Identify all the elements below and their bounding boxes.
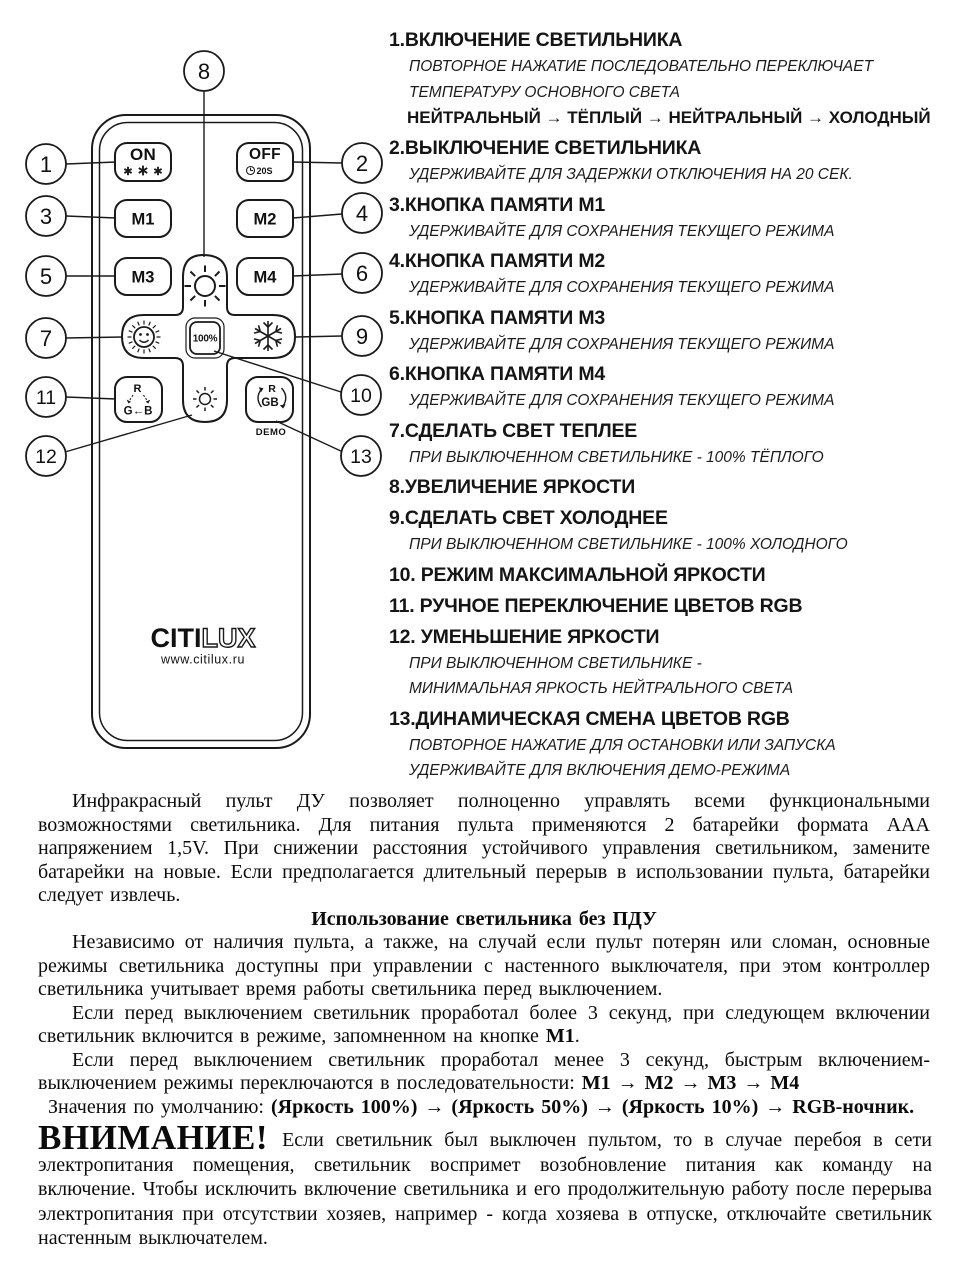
instruction-item-3 [389,191,959,245]
instruction-item-6 [389,360,959,414]
paragraph-more-3s: Если перед выключением светильник проработал более 3 секунд, при следующем включении светильник включится в режиме, запомненном на кнопке М1. [38,1001,930,1047]
instruction-note: ПОВТОРНОЕ НАЖАТИЕ ПОСЛЕДОВАТЕЛЬНО ПЕРЕКЛЮЧАЕТ ТЕМПЕРАТУРУ ОСНОВНОГО СВЕТА [409,58,874,101]
instruction-item-8 [389,473,959,501]
instruction-item-12 [389,623,959,702]
instruction-title: 9.СДЕЛАТЬ СВЕТ ХОЛОДНЕЕ [389,507,668,529]
callout-number: 10 [350,385,372,407]
off-label: OFF [249,146,281,163]
instruction-note: УДЕРЖИВАЙТЕ ДЛЯ СОХРАНЕНИЯ ТЕКУЩЕГО РЕЖИМА [409,222,835,240]
callout-number: 1 [39,152,53,177]
paragraph-intro: Инфракрасный пульт ДУ позволяет полноценно управлять всеми функциональными возможностями светильника. Для питания пульта применяются 2 батарейки формата ААА напряжением 1,5V. При снижении расстояния устойчивого управления светильником, замените батарейки на новые. Если предполагается длительный перерыв в использовании пульта, батарейки следует извлечь. [38,790,930,906]
instruction-note: УДЕРЖИВАЙТЕ ДЛЯ ЗАДЕРЖКИ ОТКЛЮЧЕНИЯ НА 20 СЕК. [409,166,853,183]
instruction-item-13 [389,705,959,784]
off-timer-label: 20S [256,166,273,176]
instruction-title: 7.СДЕЛАТЬ СВЕТ ТЕПЛЕЕ [389,419,638,442]
m1-label: M1 [131,210,155,229]
instruction-note: ПРИ ВЫКЛЮЧЕННОМ СВЕТИЛЬНИКЕ - 100% ХОЛОДНОГО [409,536,848,553]
callout-number: 7 [39,326,53,351]
callout-number: 2 [355,151,369,176]
callout-number: 3 [39,204,53,229]
brand-logo: CITILUX [150,623,256,653]
instruction-sequence: НЕЙТРАЛЬНЫЙ → ТЁПЛЫЙ → НЕЙТРАЛЬНЫЙ → ХОЛОДНЫЙ [407,108,931,127]
instruction-item-9 [389,504,959,558]
remote-diagram [0,0,395,790]
on-label: ON [129,145,157,164]
instruction-title: 3.КНОПКА ПАМЯТИ М1 [389,193,606,216]
rgb-demo-gb-label: GB [261,397,279,409]
instruction-title: 13.ДИНАМИЧЕСКАЯ СМЕНА ЦВЕТОВ RGB [389,707,790,730]
instruction-title: 4.КНОПКА ПАМЯТИ М2 [389,250,606,272]
callout-number: 9 [355,324,369,349]
rgb-demo-r-label: R [268,383,276,395]
rgb-manual-r-label: R [133,383,142,395]
warning-paragraph [38,1118,932,1251]
instruction-note: УДЕРЖИВАЙТЕ ДЛЯ СОХРАНЕНИЯ ТЕКУЩЕГО РЕЖИМА [409,392,835,409]
instruction-item-4 [389,247,959,301]
instruction-item-5 [389,304,959,358]
callout-number: 11 [35,387,57,409]
instruction-title: 8.УВЕЛИЧЕНИЕ ЯРКОСТИ [389,476,636,498]
instruction-note: МИНИМАЛЬНАЯ ЯРКОСТЬ НЕЙТРАЛЬНОГО СВЕТА [409,680,794,697]
callout-number: 6 [355,261,369,286]
instruction-title: 6.КНОПКА ПАМЯТИ М4 [389,363,606,385]
m2-label: M2 [253,210,277,229]
instruction-title: 5.КНОПКА ПАМЯТИ М3 [389,306,606,329]
warning-block [38,1118,932,1251]
instruction-title: 12. УМЕНЬШЕНИЕ ЯРКОСТИ [389,625,660,648]
instruction-note: ПРИ ВЫКЛЮЧЕННОМ СВЕТИЛЬНИКЕ - 100% ТЁПЛОГО [409,448,824,466]
body-text [38,790,930,1119]
warning-text: Если светильник был выключен пультом, то в случае перебоя в сети электропитания помещения, светильник воспримет возобновление питания как команду на включение. Чтобы исключить включение светильника и его продолжительную работу после перерыва электропитания при отсутствии хозяев, например - когда хозяева в отпуске, отключайте светильник настенным выключателем. [38,1129,932,1249]
callout-number: 13 [350,446,372,468]
callout-number: 4 [355,201,369,226]
instruction-item-2 [389,134,959,188]
instruction-note: УДЕРЖИВАЙТЕ ДЛЯ СОХРАНЕНИЯ ТЕКУЩЕГО РЕЖИМА [409,335,835,353]
warning-label: ВНИМАНИЕ! [38,1118,269,1157]
mode-sequence: М1 → М2 → М3 → М4 [581,1072,800,1094]
instruction-note: ПОВТОРНОЕ НАЖАТИЕ ДЛЯ ОСТАНОВКИ ИЛИ ЗАПУСКА [409,736,836,754]
instruction-title: 2.ВЫКЛЮЧЕНИЕ СВЕТИЛЬНИКА [389,137,702,159]
brand-url: www.citilux.ru [160,652,246,667]
instruction-item-7 [389,417,959,471]
instruction-item-1 [389,26,959,131]
m1-reference: М1 [545,1025,575,1047]
instruction-item-11 [389,592,959,620]
section-heading: Использование светильника без ПДУ [311,907,657,930]
paragraph-defaults: Значения по умолчанию: (Яркость 100%) → (Яркость 50%) → (Яркость 10%) → RGB-ночник. [48,1095,915,1118]
demo-label: DEMO [255,427,287,438]
paragraph-wall-switch: Независимо от наличия пульта, а также, на случай если пульт потерян или сломан, основные режимы светильника доступны при управлении с настенного выключателя, при этом контроллер светильника учитывает время работы светильника перед выключением. [38,931,930,1000]
default-sequence: (Яркость 100%) → (Яркость 50%) → (Яркость 10%) → RGB-ночник. [271,1095,915,1118]
callout-number: 8 [197,59,211,84]
rgb-manual-gb-label: G←B [123,405,153,418]
max-brightness-label: 100% [192,333,218,345]
paragraph-less-3s: Если перед выключением светильник проработал менее 3 секунд, быстрым включением-выключением режимы переключаются в последовательности: М1 → М2 → М3 → М4 [38,1048,930,1094]
callout-number: 12 [35,446,57,468]
instruction-note: УДЕРЖИВАЙТЕ ДЛЯ ВКЛЮЧЕНИЯ ДЕМО-РЕЖИМА [409,762,791,779]
m3-label: M3 [131,268,155,287]
instruction-note: ПРИ ВЫКЛЮЧЕННОМ СВЕТИЛЬНИКЕ - [409,654,702,672]
instruction-title: 1.ВКЛЮЧЕНИЕ СВЕТИЛЬНИКА [389,29,683,51]
callout-number: 5 [39,264,53,289]
instruction-list [389,26,959,787]
instruction-title: 11. РУЧНОЕ ПЕРЕКЛЮЧЕНИЕ ЦВЕТОВ RGB [389,594,803,617]
instruction-title: 10. РЕЖИМ МАКСИМАЛЬНОЙ ЯРКОСТИ [389,563,766,586]
m4-label: M4 [253,268,277,287]
instruction-item-10 [389,561,959,589]
instruction-note: УДЕРЖИВАЙТЕ ДЛЯ СОХРАНЕНИЯ ТЕКУЩЕГО РЕЖИМА [409,279,835,296]
